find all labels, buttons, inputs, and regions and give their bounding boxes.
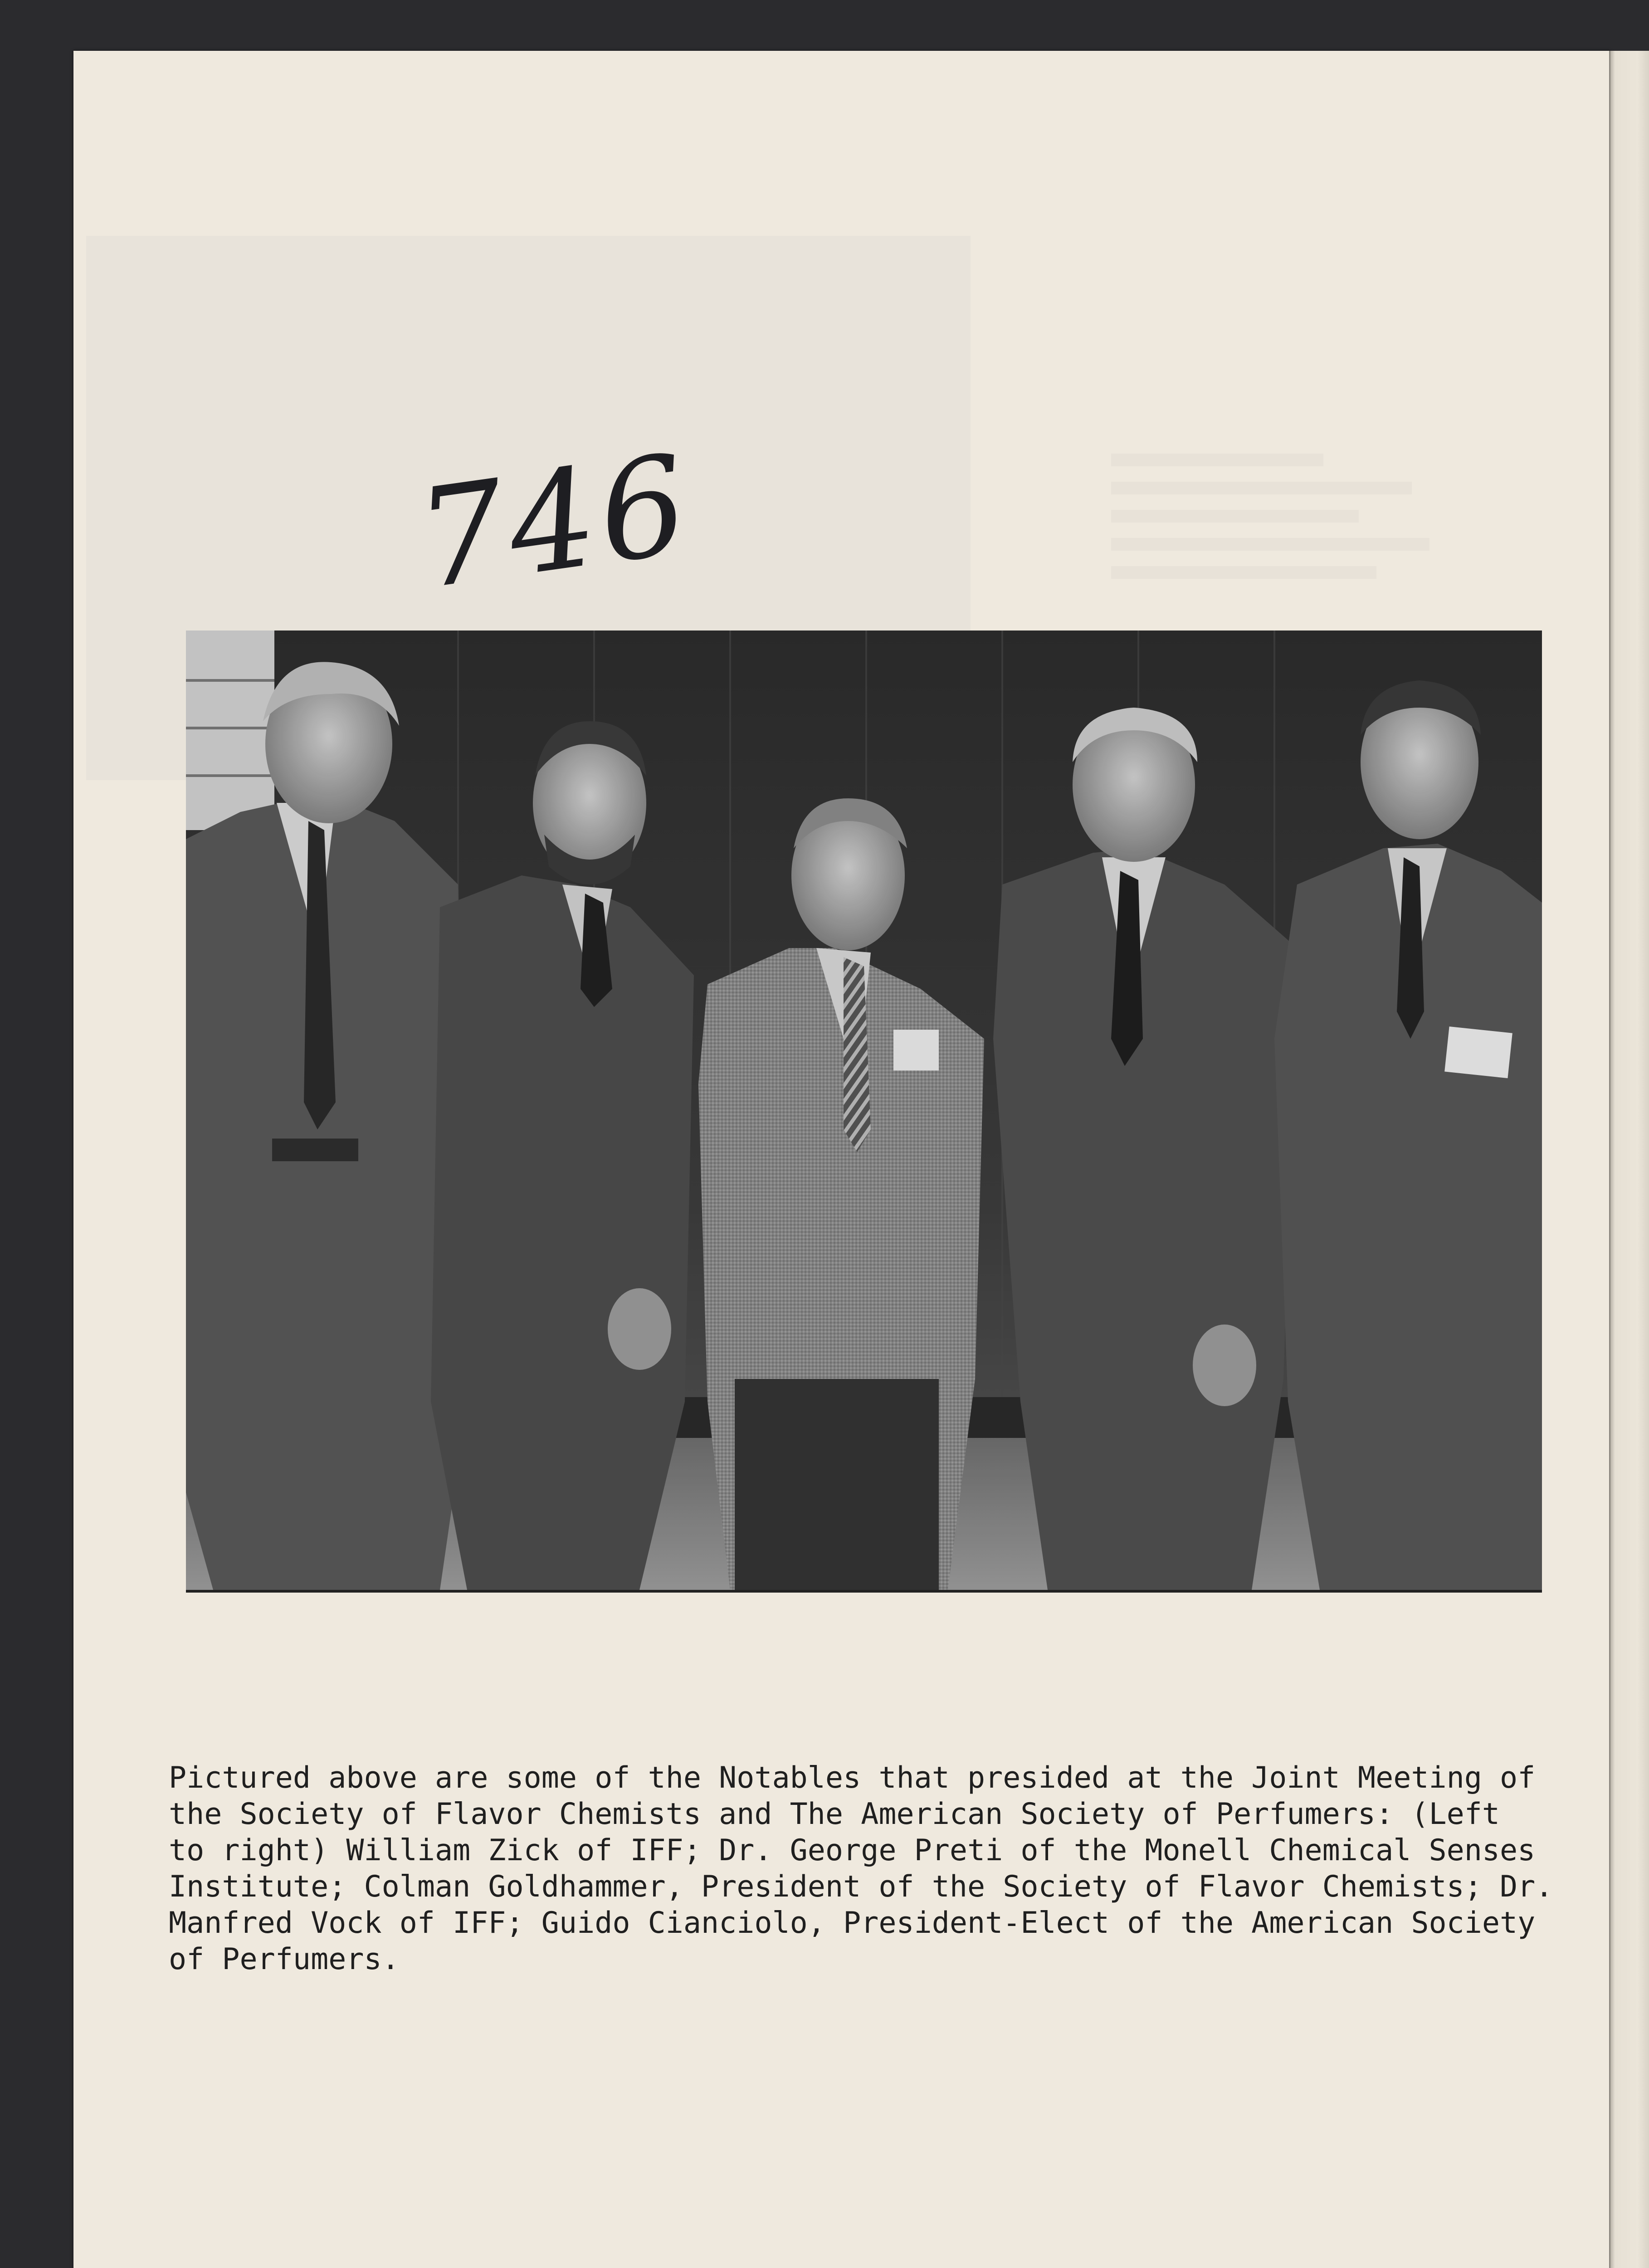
adjacent-page-edge: [1610, 51, 1649, 2268]
bleed-through-text: [1111, 454, 1465, 594]
photo-image: [186, 631, 1542, 1590]
handwritten-page-number: 746: [408, 425, 701, 620]
group-photo: [186, 631, 1542, 1593]
photo-caption: Pictured above are some of the Notables that presided at the Joint Meeting of the Society of Flavor Chemists and The American Society of Perfumers: (Left to right) William Zick of IFF; Dr. George Preti of the Monell Chemical Senses Institute; Colman Goldhammer, President of the Society of Flavor Chemists; Dr. Manfred Vock of IFF; Guido Cianciolo, President-Elect of the American Society of Perfumers.: [169, 1761, 1553, 1976]
